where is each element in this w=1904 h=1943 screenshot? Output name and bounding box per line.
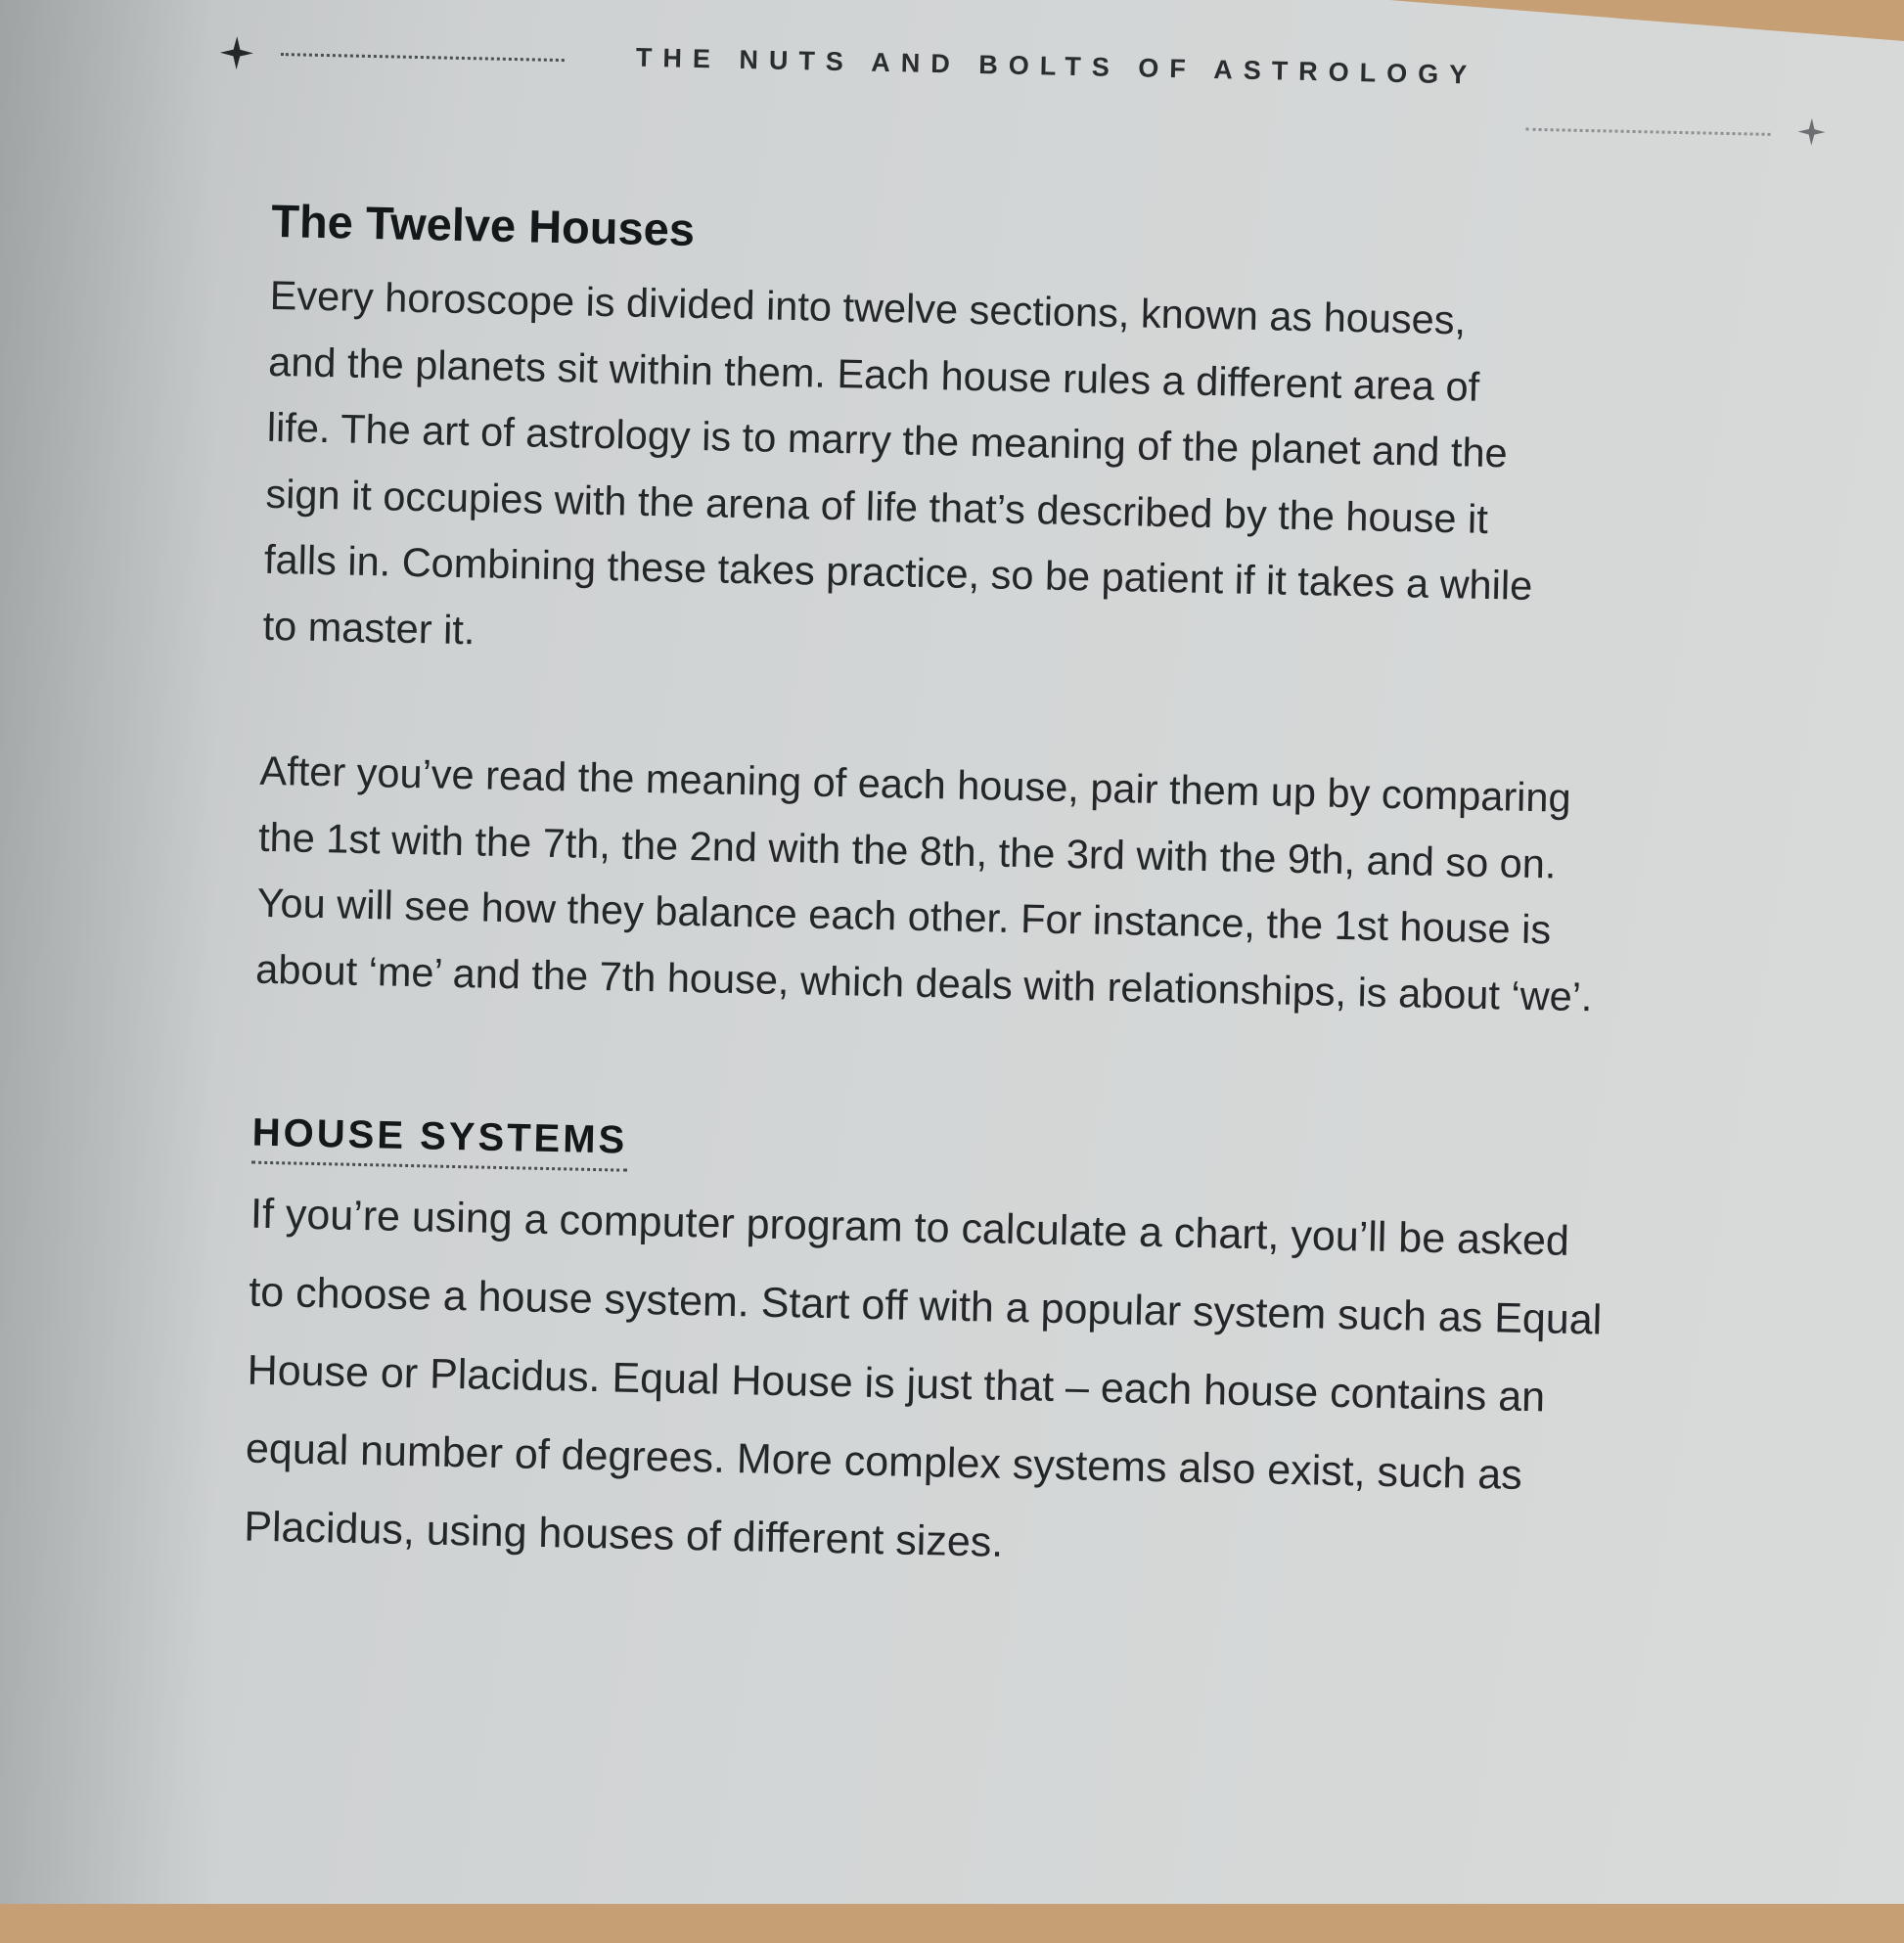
text-line: life. The art of astrology is to marry the meaning of the planet and the xyxy=(266,403,1509,476)
text-line: Placidus, using houses of different sizes. xyxy=(243,1503,1004,1566)
text-line: and the planets sit within them. Each house rules a different area of xyxy=(267,338,1480,410)
running-head xyxy=(220,32,1805,105)
star-ornament-icon xyxy=(220,36,254,70)
text-line: You will see how they balance each other. For instance, the 1st house is xyxy=(256,879,1552,953)
text-line: the 1st with the 7th, the 2nd with the 8th, the 3rd with the 9th, and so on. xyxy=(257,813,1557,886)
subsection-heading: HOUSE SYSTEMS xyxy=(251,1111,628,1172)
star-ornament-icon xyxy=(1797,118,1826,147)
text-line: After you’ve read the meaning of each house, pair them up by comparing xyxy=(259,746,1572,821)
text-line: equal number of degrees. More complex systems also exist, such as xyxy=(245,1424,1523,1499)
text-line: about ‘me’ and the 7th house, which deals with relationships, is about ‘we’. xyxy=(254,945,1593,1019)
text-line: falls in. Combining these takes practice, so be patient if it takes a while xyxy=(263,535,1533,609)
section-heading: The Twelve Houses xyxy=(270,194,696,255)
body-paragraph xyxy=(255,738,1728,1032)
body-paragraph xyxy=(244,1175,1719,1597)
running-head-title: THE NUTS AND BOLTS OF ASTROLOGY xyxy=(635,42,1478,90)
text-line: If you’re using a computer program to calculate a chart, you’ll be asked xyxy=(249,1190,1570,1265)
body-paragraph xyxy=(262,262,1738,689)
text-line: to choose a house system. Start off with a popular system such as Equal xyxy=(248,1268,1603,1344)
dotted-rule-left xyxy=(281,53,565,62)
text-line: to master it. xyxy=(262,602,476,653)
dotted-rule-right xyxy=(1526,128,1771,136)
text-line: sign it occupies with the arena of life that’s described by the house it xyxy=(265,470,1489,542)
text-line: Every horoscope is divided into twelve sections, known as houses, xyxy=(269,271,1467,343)
text-line: House or Placidus. Equal House is just that – each house contains an xyxy=(247,1346,1546,1422)
